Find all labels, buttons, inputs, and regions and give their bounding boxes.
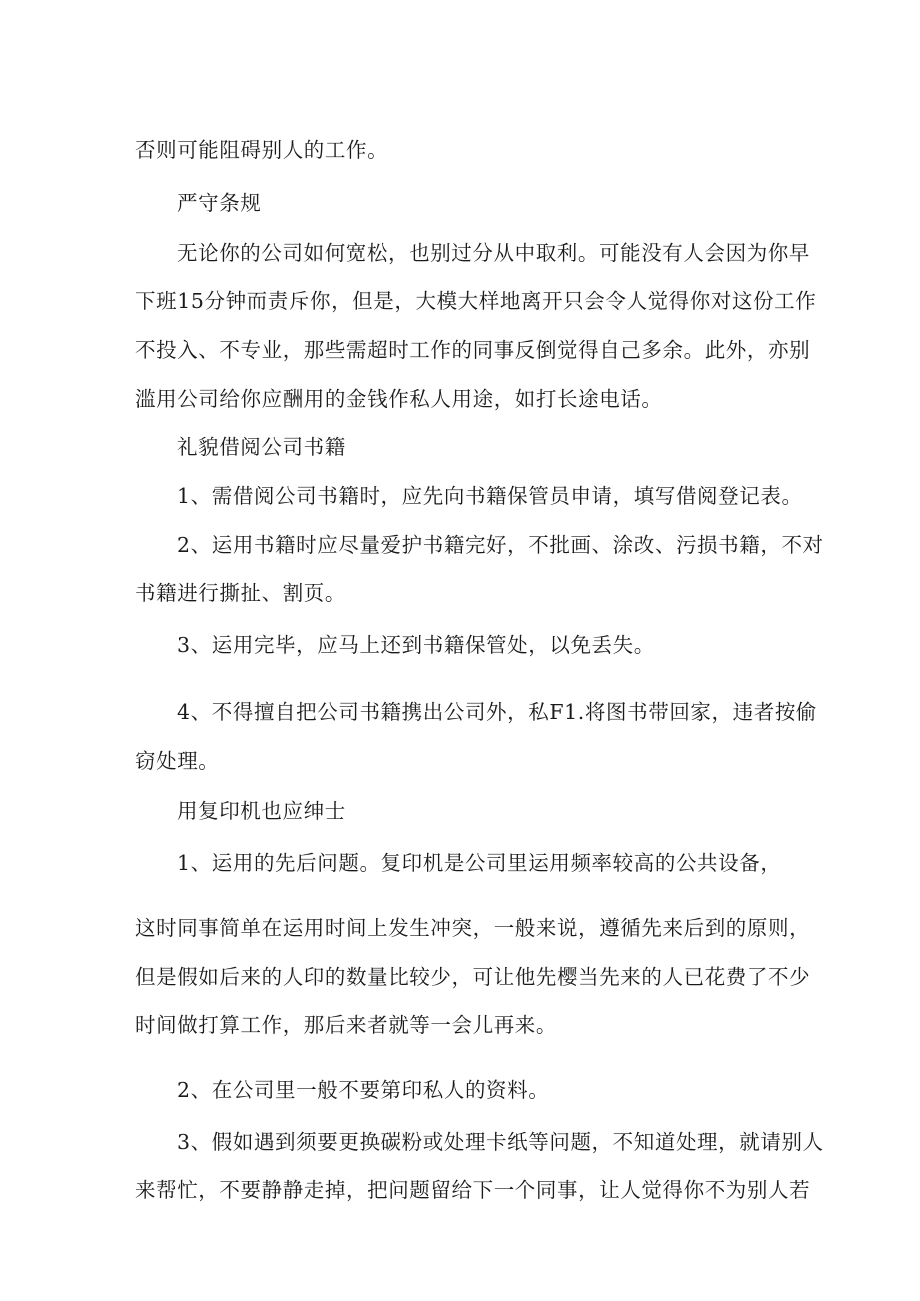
- section-heading: 严守条规: [177, 190, 262, 215]
- paragraph-line: 滥用公司给你应酬用的金钱作私人用途，如打长途电话。: [135, 386, 663, 411]
- list-item: 3、运用完毕，应马上还到书籍保管处，以免丢失。: [177, 632, 655, 657]
- section-heading: 礼貌借阅公司书籍: [177, 434, 346, 459]
- list-item: 1、需借阅公司书籍时，应先向书籍保管员申请，填写借阅登记表。: [177, 483, 803, 508]
- list-item: 3、假如遇到须要更换碳粉或处理卡纸等问题，不知道处理，就请别人: [177, 1129, 824, 1154]
- list-item: 1、运用的先后问题。复印机是公司里运用频率较高的公共设备，: [177, 850, 782, 875]
- list-item: 2、在公司里一般不要第印私人的资料。: [177, 1077, 550, 1102]
- paragraph-line: 窃处理。: [135, 748, 220, 773]
- paragraph-line: 书籍进行撕扯、割页。: [135, 580, 346, 605]
- paragraph-line: 无论你的公司如何宽松，也别过分从中取利。可能没有人会因为你早: [177, 240, 810, 265]
- list-item: 4、不得擅自把公司书籍携出公司外，私F1.将图书带回家，违者按偷: [177, 699, 818, 724]
- paragraph-line: 时间做打算工作，那后来者就等一会儿再来。: [135, 1012, 557, 1037]
- paragraph-line: 但是假如后来的人印的数量比较少，可让他先樱当先来的人已花费了不少: [135, 964, 811, 989]
- list-item: 2、运用书籍时应尽量爱护书籍完好，不批画、涂改、污损书籍，不对: [177, 532, 824, 557]
- paragraph-line: 下班15分钟而责斥你，但是，大模大样地离开只会令人觉得你对这份工作: [135, 288, 817, 313]
- section-heading: 用复印机也应绅士: [177, 798, 346, 823]
- paragraph-line: 这时同事简单在运用时间上发生冲突，一般来说，遵循先来后到的原则，: [135, 915, 811, 940]
- paragraph-line: 来帮忙，不要静静走掉，把问题留给下一个同事，让人觉得你不为别人若: [135, 1177, 811, 1202]
- paragraph-line: 否则可能阻碍别人的工作。: [135, 137, 389, 162]
- paragraph-line: 不投入、不专业，那些需超时工作的同事反倒觉得自己多余。此外，亦别: [135, 337, 811, 362]
